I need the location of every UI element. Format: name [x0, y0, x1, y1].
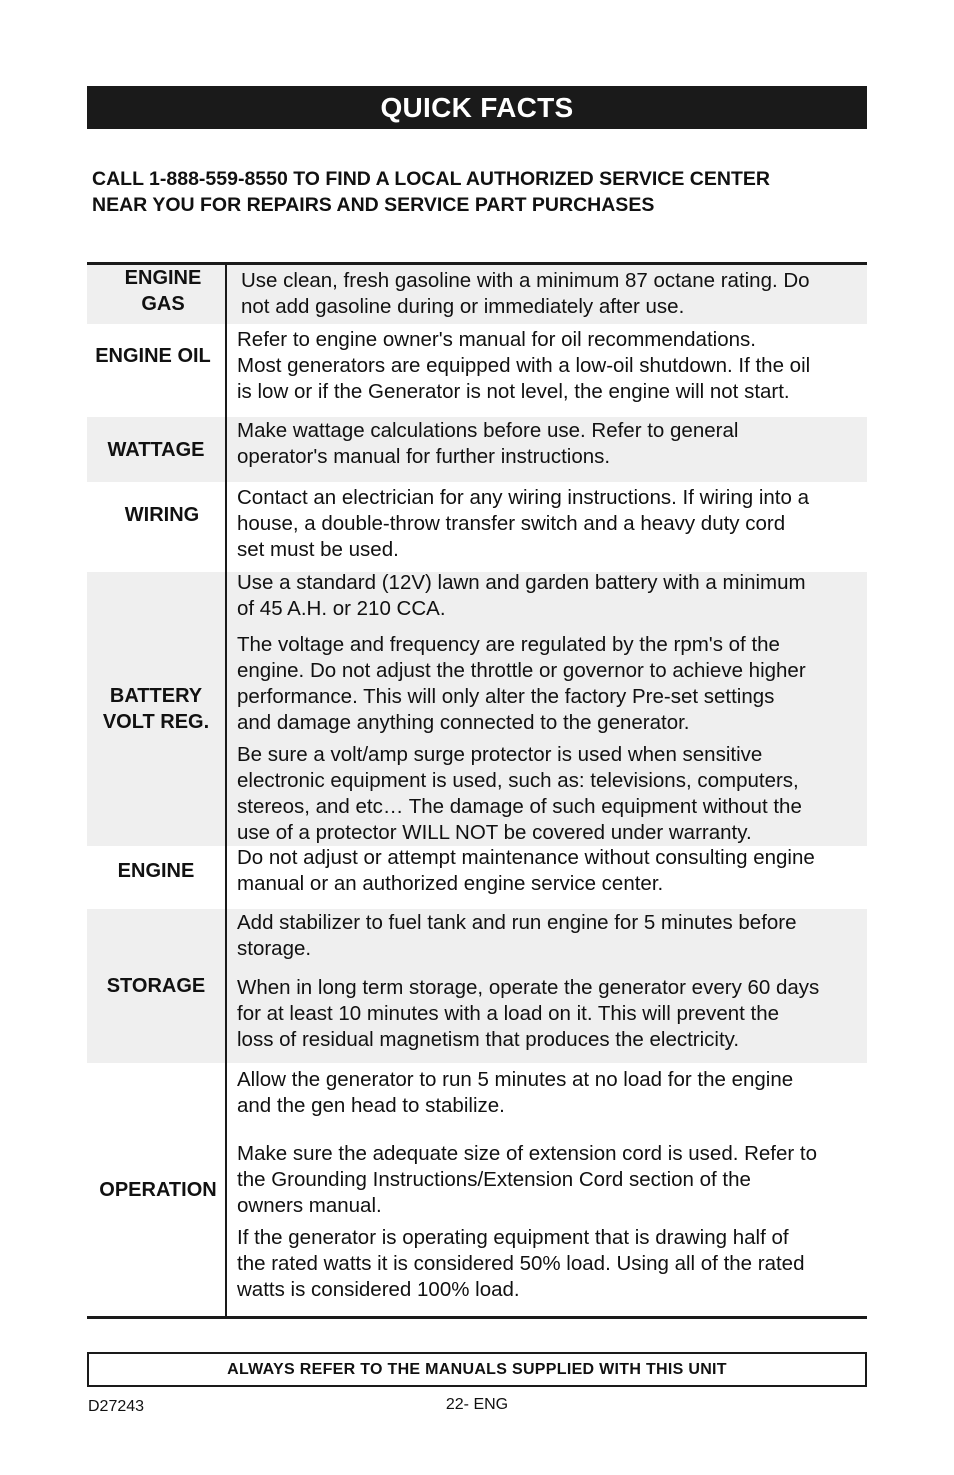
fact-row-wiring	[87, 482, 867, 572]
fact-text-line: Use a standard (12V) lawn and garden battery with a minimum	[237, 571, 806, 594]
fact-text-line: the Grounding Instructions/Extension Cord section of the	[237, 1168, 751, 1191]
fact-text-line: performance. This will only alter the factory Pre-set settings	[237, 685, 775, 708]
fact-text-line: watts is considered 100% load.	[237, 1278, 520, 1301]
fact-paragraph	[237, 742, 867, 846]
fact-row-storage	[87, 909, 867, 1063]
fact-label	[93, 482, 231, 572]
fact-label	[87, 417, 225, 482]
fact-paragraph	[237, 418, 867, 470]
fact-paragraph	[237, 975, 867, 1053]
fact-label-line: WIRING	[124, 504, 200, 526]
fact-paragraph	[237, 1141, 867, 1219]
fact-label	[89, 1063, 227, 1316]
fact-paragraph	[237, 632, 867, 736]
fact-text-line: engine. Do not adjust the throttle or governor to achieve higher	[237, 659, 806, 682]
fact-label	[87, 572, 225, 846]
fact-row-engine	[87, 846, 867, 909]
manuals-notice: ALWAYS REFER TO THE MANUALS SUPPLIED WITH THIS UNIT	[87, 1352, 867, 1387]
fact-label-line: VOLT REG.	[102, 711, 210, 733]
fact-text-line: and the gen head to stabilize.	[237, 1094, 505, 1117]
fact-text-line: owners manual.	[237, 1194, 382, 1217]
fact-text-line: set must be used.	[237, 538, 399, 561]
fact-text-line: Make sure the adequate size of extension cord is used. Refer to	[237, 1142, 818, 1165]
fact-paragraph	[237, 485, 867, 563]
fact-label-line: BATTERY	[109, 685, 203, 707]
call-notice-line: CALL 1-888-559-8550 TO FIND A LOCAL AUTHORIZED SERVICE CENTER	[92, 168, 770, 190]
fact-text-line: loss of residual magnetism that produces the electricity.	[237, 1028, 740, 1051]
fact-label-line: ENGINE	[124, 267, 202, 289]
fact-paragraph	[237, 1067, 867, 1119]
fact-text-line: electronic equipment is used, such as: televisions, computers,	[237, 769, 799, 792]
fact-label-line: ENGINE	[117, 860, 195, 882]
fact-text-line: the rated watts it is considered 50% load. Using all of the rated	[237, 1252, 805, 1275]
fact-text-line: Make wattage calculations before use. Refer to general	[237, 419, 739, 442]
fact-row-operation	[87, 1063, 867, 1316]
page-title: QUICK FACTS	[87, 86, 867, 129]
fact-text-line: stereos, and etc… The damage of such equipment without the	[237, 795, 802, 818]
fact-text-line: Contact an electrician for any wiring instructions. If wiring into a	[237, 486, 809, 509]
fact-text-line: operator's manual for further instructions.	[237, 445, 611, 468]
column-divider	[225, 262, 227, 1316]
fact-label	[84, 324, 222, 417]
fact-text-line: house, a double-throw transfer switch and a heavy duty cord	[237, 512, 786, 535]
fact-label-line: ENGINE OIL	[95, 345, 211, 367]
fact-text-line: If the generator is operating equipment that is drawing half of	[237, 1226, 789, 1249]
fact-text-line: Be sure a volt/amp surge protector is used when sensitive	[237, 743, 763, 766]
fact-label-line: GAS	[141, 293, 185, 315]
service-call-notice	[92, 166, 872, 218]
fact-text-line: and damage anything connected to the generator.	[237, 711, 690, 734]
fact-text-line: Do not adjust or attempt maintenance without consulting engine	[237, 846, 815, 869]
fact-paragraph	[237, 910, 867, 962]
call-notice-line: NEAR YOU FOR REPAIRS AND SERVICE PART PURCHASES	[92, 194, 655, 216]
fact-label	[87, 846, 225, 909]
fact-label	[94, 265, 232, 324]
quick-facts-table	[87, 262, 867, 1319]
fact-row-engine-gas	[87, 265, 867, 324]
fact-text-line: manual or an authorized engine service center.	[237, 872, 664, 895]
fact-row-wattage	[87, 417, 867, 482]
fact-paragraph	[241, 268, 871, 320]
fact-text-line: Most generators are equipped with a low-oil shutdown. If the oil	[237, 354, 811, 377]
fact-text-line: Use clean, fresh gasoline with a minimum 87 octane rating. Do	[241, 269, 810, 292]
fact-text-line: The voltage and frequency are regulated by the rpm's of the	[237, 633, 780, 656]
fact-label	[87, 909, 225, 1063]
fact-text-line: is low or if the Generator is not level, the engine will not start.	[237, 380, 790, 403]
fact-text-line: of 45 A.H. or 210 CCA.	[237, 597, 446, 620]
page-number: 22- ENG	[445, 1396, 509, 1413]
fact-label-line: WATTAGE	[107, 438, 205, 461]
fact-row-engine-oil	[87, 324, 867, 417]
fact-text-line: not add gasoline during or immediately after use.	[241, 295, 685, 318]
fact-text-line: When in long term storage, operate the generator every 60 days	[237, 976, 820, 999]
fact-text-line: Refer to engine owner's manual for oil recommendations.	[237, 328, 756, 351]
document-code: D27243	[88, 1398, 145, 1415]
fact-text-line: storage.	[237, 937, 312, 960]
fact-text-line: for at least 10 minutes with a load on it. This will prevent the	[237, 1002, 780, 1025]
fact-paragraph	[237, 1225, 867, 1303]
fact-text-line: use of a protector WILL NOT be covered under warranty.	[237, 821, 752, 844]
fact-paragraph	[237, 845, 867, 897]
fact-text-line: Add stabilizer to fuel tank and run engine for 5 minutes before	[237, 911, 797, 934]
fact-paragraph	[237, 327, 867, 405]
fact-text-line: Allow the generator to run 5 minutes at no load for the engine	[237, 1068, 794, 1091]
fact-label-line: OPERATION	[99, 1178, 217, 1201]
fact-row-battery-volt-reg	[87, 572, 867, 846]
fact-paragraph	[237, 570, 867, 622]
fact-label-line: STORAGE	[106, 975, 206, 997]
